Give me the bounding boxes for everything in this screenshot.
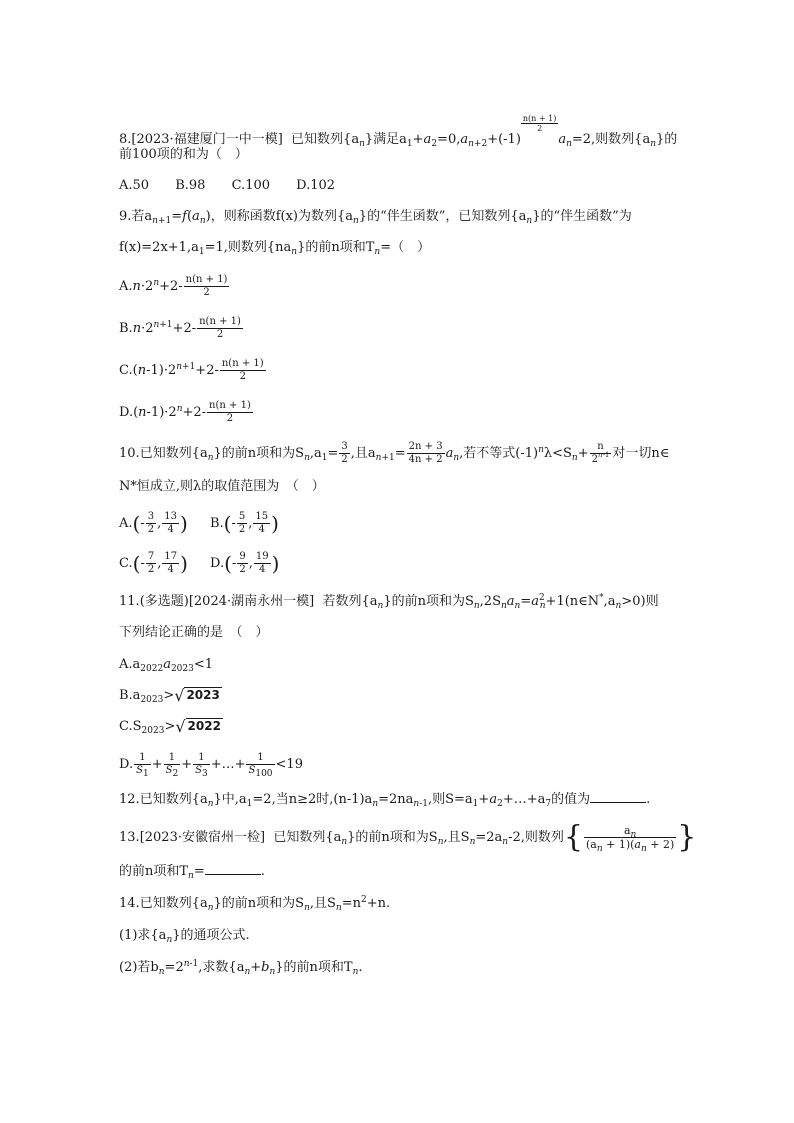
q10-options-ab <box>119 511 279 536</box>
q8-exponent: $\frac{n(n + 1)}{2}$ <box>522 114 557 133</box>
q11-line2: 下列结论正确的是 （ ） <box>119 625 269 640</box>
q8-options <box>119 176 335 196</box>
q8-option-d[interactable]: D.102 <box>296 178 336 193</box>
q10-option-c[interactable]: C.(- $\frac{7}{2}$ , $\frac{17}{4}$ ) <box>119 551 188 576</box>
q11-option-c[interactable]: $C.S_{2023}>√$ 2022 <box>119 717 221 736</box>
q9-line2: $f(x)=2x+1,a_1=1$,则数列$\{na_n\}$的前n项和$T_n=$（ ） <box>119 240 431 257</box>
q14-line1: 14.已知数列$\{a_n\}$的前n项和为$S_n$,且$S_n=n^2+n$. <box>119 895 391 913</box>
q8-line1: 8.[2023·福建厦门一中一模] 已知数列$\{a_n\}$满足$a_1+a_2=0,a_{n+2}+(-1)$ $\frac{n(n + 1)}{2}$ $a_n=2$,则数列$\{a_n\}$的 <box>119 114 678 149</box>
q9-option-c[interactable]: $C.(n-1)\cdot 2^{n+1}+2-$ $\frac{n(n + 1)}{2}$ <box>119 358 264 382</box>
q11-line1: 11.(多选题)[2024·湖南永州一模] 若数列$\{a_n\}$的前n项和为$S_n,2S_na_n=a^2_n+1(n\in N^*,a_n>0)$则 <box>119 593 659 611</box>
q12-line1: 12.已知数列$\{a_n\}$中$,a_1=2$,当n≥2时$,(n-1)a_n=2na_{n-1}$,则$S=a_1+a_2+\dots+a_7$的值为 . <box>119 792 651 809</box>
q8-option-b[interactable]: B.98 <box>175 178 206 193</box>
q8-line2: 前100项的和为（ ） <box>119 147 248 162</box>
q13-answer-blank[interactable] <box>205 862 261 875</box>
q10-option-b[interactable]: B.(- $\frac{5}{2}$ , $\frac{15}{4}$ ) <box>209 511 279 536</box>
q13-line2: 的前n项和$T_n=$ . <box>119 864 265 881</box>
q8-option-c[interactable]: C.100 <box>231 178 271 193</box>
q13-line1: 13.[2023·安徽宿州一检] 已知数列$\{a_n\}$的前n项和为$S_n$,且$S_n=2a_n-2$,则数列{ $\frac{a_n}{(a_n + 1)(a_n + 2)}$ } <box>119 819 697 855</box>
q10-line2: N*恒成立,则λ的取值范围为 （ ） <box>119 479 325 494</box>
q11-option-b[interactable]: $B.a_{2023}>√$ 2023 <box>119 686 220 705</box>
q9-line1: 9.若$a_{n+1}=f(a_n)$，则称函数f(x)为数列$\{a_n\}$的“伴生函数”，已知数列$\{a_n\}$的“伴生函数”为 <box>119 209 632 226</box>
q10-option-a[interactable]: A.(- $\frac{3}{2}$ , $\frac{13}{4}$ ) <box>119 511 188 536</box>
q10-line1: 10.已知数列$\{a_n\}$的前n项和为$S_n,a_1=$ $\frac{3}{2}$ ,且$a_{n+1}=$ $\frac{2n + 3}{4n + 2}$ $a_n$,若不等式$(-1)^n\lambda<S_n+$ $\frac{n}{2^{n-1}}$ 对一切n∈ <box>119 441 670 465</box>
q14-part1: (1)求$\{a_n\}$的通项公式. <box>119 928 250 945</box>
q8-option-a[interactable]: A.50 <box>119 178 150 193</box>
q11-option-a[interactable]: $A.a_{2022}a_{2023}<1$ <box>119 657 214 674</box>
q10-option-d[interactable]: D.(- $\frac{9}{2}$ , $\frac{19}{4}$ ) <box>210 551 280 576</box>
q10-options-cd <box>119 551 279 576</box>
q14-part2: (2)若$b_n=2^{n-1}$,求数$\{a_n+b_n\}$的前n项和$T_n$. <box>119 959 363 977</box>
q9-option-a[interactable]: $A.n\cdot 2^n+2-$ $\frac{n(n + 1)}{2}$ <box>119 274 228 298</box>
q11-option-d[interactable]: D. $\frac{1}{S_1}$ + $\frac{1}{S_2}$ + $\frac{1}{S_3}$ +…+ $\frac{1}{S_{100}}$ <19 <box>119 752 303 779</box>
q12-answer-blank[interactable] <box>590 790 646 803</box>
q9-option-d[interactable]: $D.(n-1)\cdot 2^n+2-$ $\frac{n(n + 1)}{2}$ <box>119 400 251 424</box>
q9-option-b[interactable]: $B.n\cdot 2^{n+1}+2-$ $\frac{n(n + 1)}{2}$ <box>119 316 241 340</box>
